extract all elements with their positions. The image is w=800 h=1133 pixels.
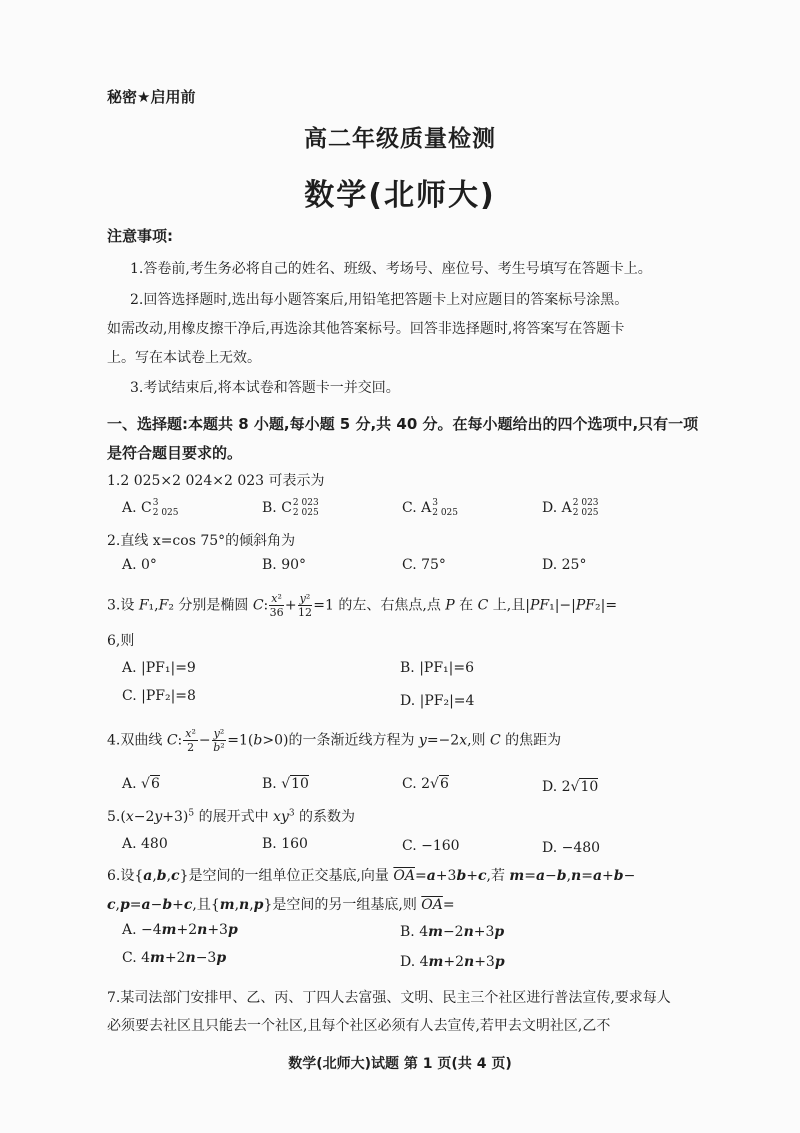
- question-2-stem: 2.直线 x=cos 75°的倾斜角为: [107, 533, 296, 549]
- question-5-option-c: C. −160: [402, 838, 460, 854]
- question-2-option-c: C. 75°: [402, 557, 446, 573]
- subject-title: 数学(北师大): [304, 178, 496, 213]
- page-footer: 数学(北师大)试题 第 1 页(共 4 页): [288, 1056, 512, 1072]
- question-5-stem: $5.(x-2y+3)^5$ 的展开式中 $xy^3$ 的系数为: [107, 808, 356, 825]
- question-3-option-c: C. |PF₂|=8: [122, 688, 196, 704]
- question-2-option-d: D. 25°: [542, 557, 587, 573]
- question-1-stem: 1.2 025×2 024×2 023 可表示为: [107, 473, 325, 489]
- question-7-stem: 7.某司法部门安排甲、乙、丙、丁四人去富强、文明、民主三个社区进行普法宣传,要求每人: [107, 990, 671, 1006]
- question-3-option-a: A. |PF₁|=9: [122, 660, 196, 676]
- question-4-option-c: C. 2√6: [402, 776, 449, 792]
- question-7-stem-cont: 必须要去社区且只能去一个社区,且每个社区必须有人去宣传,若甲去文明社区,乙不: [107, 1018, 611, 1034]
- question-3-stem-cont: 6,则: [107, 633, 135, 649]
- question-4-option-d: D. 2√10: [542, 779, 599, 795]
- question-2-option-b: B. 90°: [262, 557, 307, 573]
- notes-heading: 注意事项:: [107, 227, 173, 245]
- note-item-2: 2.回答选择题时,选出每小题答案后,用铅笔把答题卡上对应题目的答案标号涂黑。: [130, 292, 629, 308]
- note-item-1: 1.答卷前,考生务必将自己的姓名、班级、考场号、座位号、考生号填写在答题卡上。: [130, 261, 652, 277]
- note-item-2-end: 上。写在本试卷上无效。: [107, 350, 261, 366]
- question-5-option-b: B. 160: [262, 836, 308, 852]
- question-6-stem: 6.设{a,b,c}是空间的一组单位正交基底,向量 $\overline{OA}=a+3b+c$,若 m=a−b,n=a+b−: [107, 868, 636, 884]
- question-1-option-b: B. C 2 023 2 025: [262, 498, 319, 518]
- question-3-stem: 3.设 F₁,F₂ 分别是椭圆 C: $\frac{\text{x²}}{36}$ + $\frac{\text{y²}}{12}$ =1 的左、右焦点,点 P 在 C 上,且|PF₁|−|PF₂|=: [107, 592, 618, 619]
- question-6-option-b: B. 4m−2n+3p: [400, 924, 505, 940]
- note-item-3: 3.考试结束后,将本试卷和答题卡一并交回。: [130, 380, 400, 396]
- question-6-option-d: D. 4m+2n+3p: [400, 954, 505, 970]
- question-2-option-a: A. 0°: [122, 557, 157, 573]
- question-1-option-d: D. A 2 023 2 025: [542, 498, 599, 518]
- question-1-option-a: A. C 3 2 025: [122, 498, 179, 518]
- question-6-option-a: A. −4m+2n+3p: [122, 922, 238, 938]
- question-4-stem: 4.双曲线 C: $\frac{\text{x²}}{2}$ − $\frac{\text{y²}}{\text{b²}}$ =1(b>0)的一条渐近线方程为 y=−2x,则 C 的焦距为: [107, 727, 562, 754]
- question-6-stem-cont: c,p=a−b+c,且{m,n,p}是空间的另一组基底,则 $\overline{OA}=$: [107, 897, 455, 913]
- question-1-option-c: C. A 3 2 025: [402, 498, 458, 518]
- question-3-option-b: B. |PF₁|=6: [400, 660, 475, 676]
- exam-title: 高二年级质量检测: [304, 126, 496, 152]
- question-5-option-a: A. 480: [122, 836, 168, 852]
- confidential-mark: 秘密★启用前: [107, 88, 196, 106]
- question-3-option-d: D. |PF₂|=4: [400, 693, 475, 709]
- question-5-option-d: D. −480: [542, 840, 601, 856]
- question-6-option-c: C. 4m+2n−3p: [122, 950, 227, 966]
- question-4-option-b: B. √10: [262, 776, 309, 792]
- section-heading: 一、选择题:本题共 8 小题,每小题 5 分,共 40 分。在每小题给出的四个选项中,只有一项: [107, 415, 699, 433]
- section-heading-cont: 是符合题目要求的。: [107, 444, 243, 462]
- note-item-2-cont: 如需改动,用橡皮擦干净后,再选涂其他答案标号。回答非选择题时,将答案写在答题卡: [107, 321, 625, 337]
- question-4-option-a: A. √6: [122, 776, 160, 792]
